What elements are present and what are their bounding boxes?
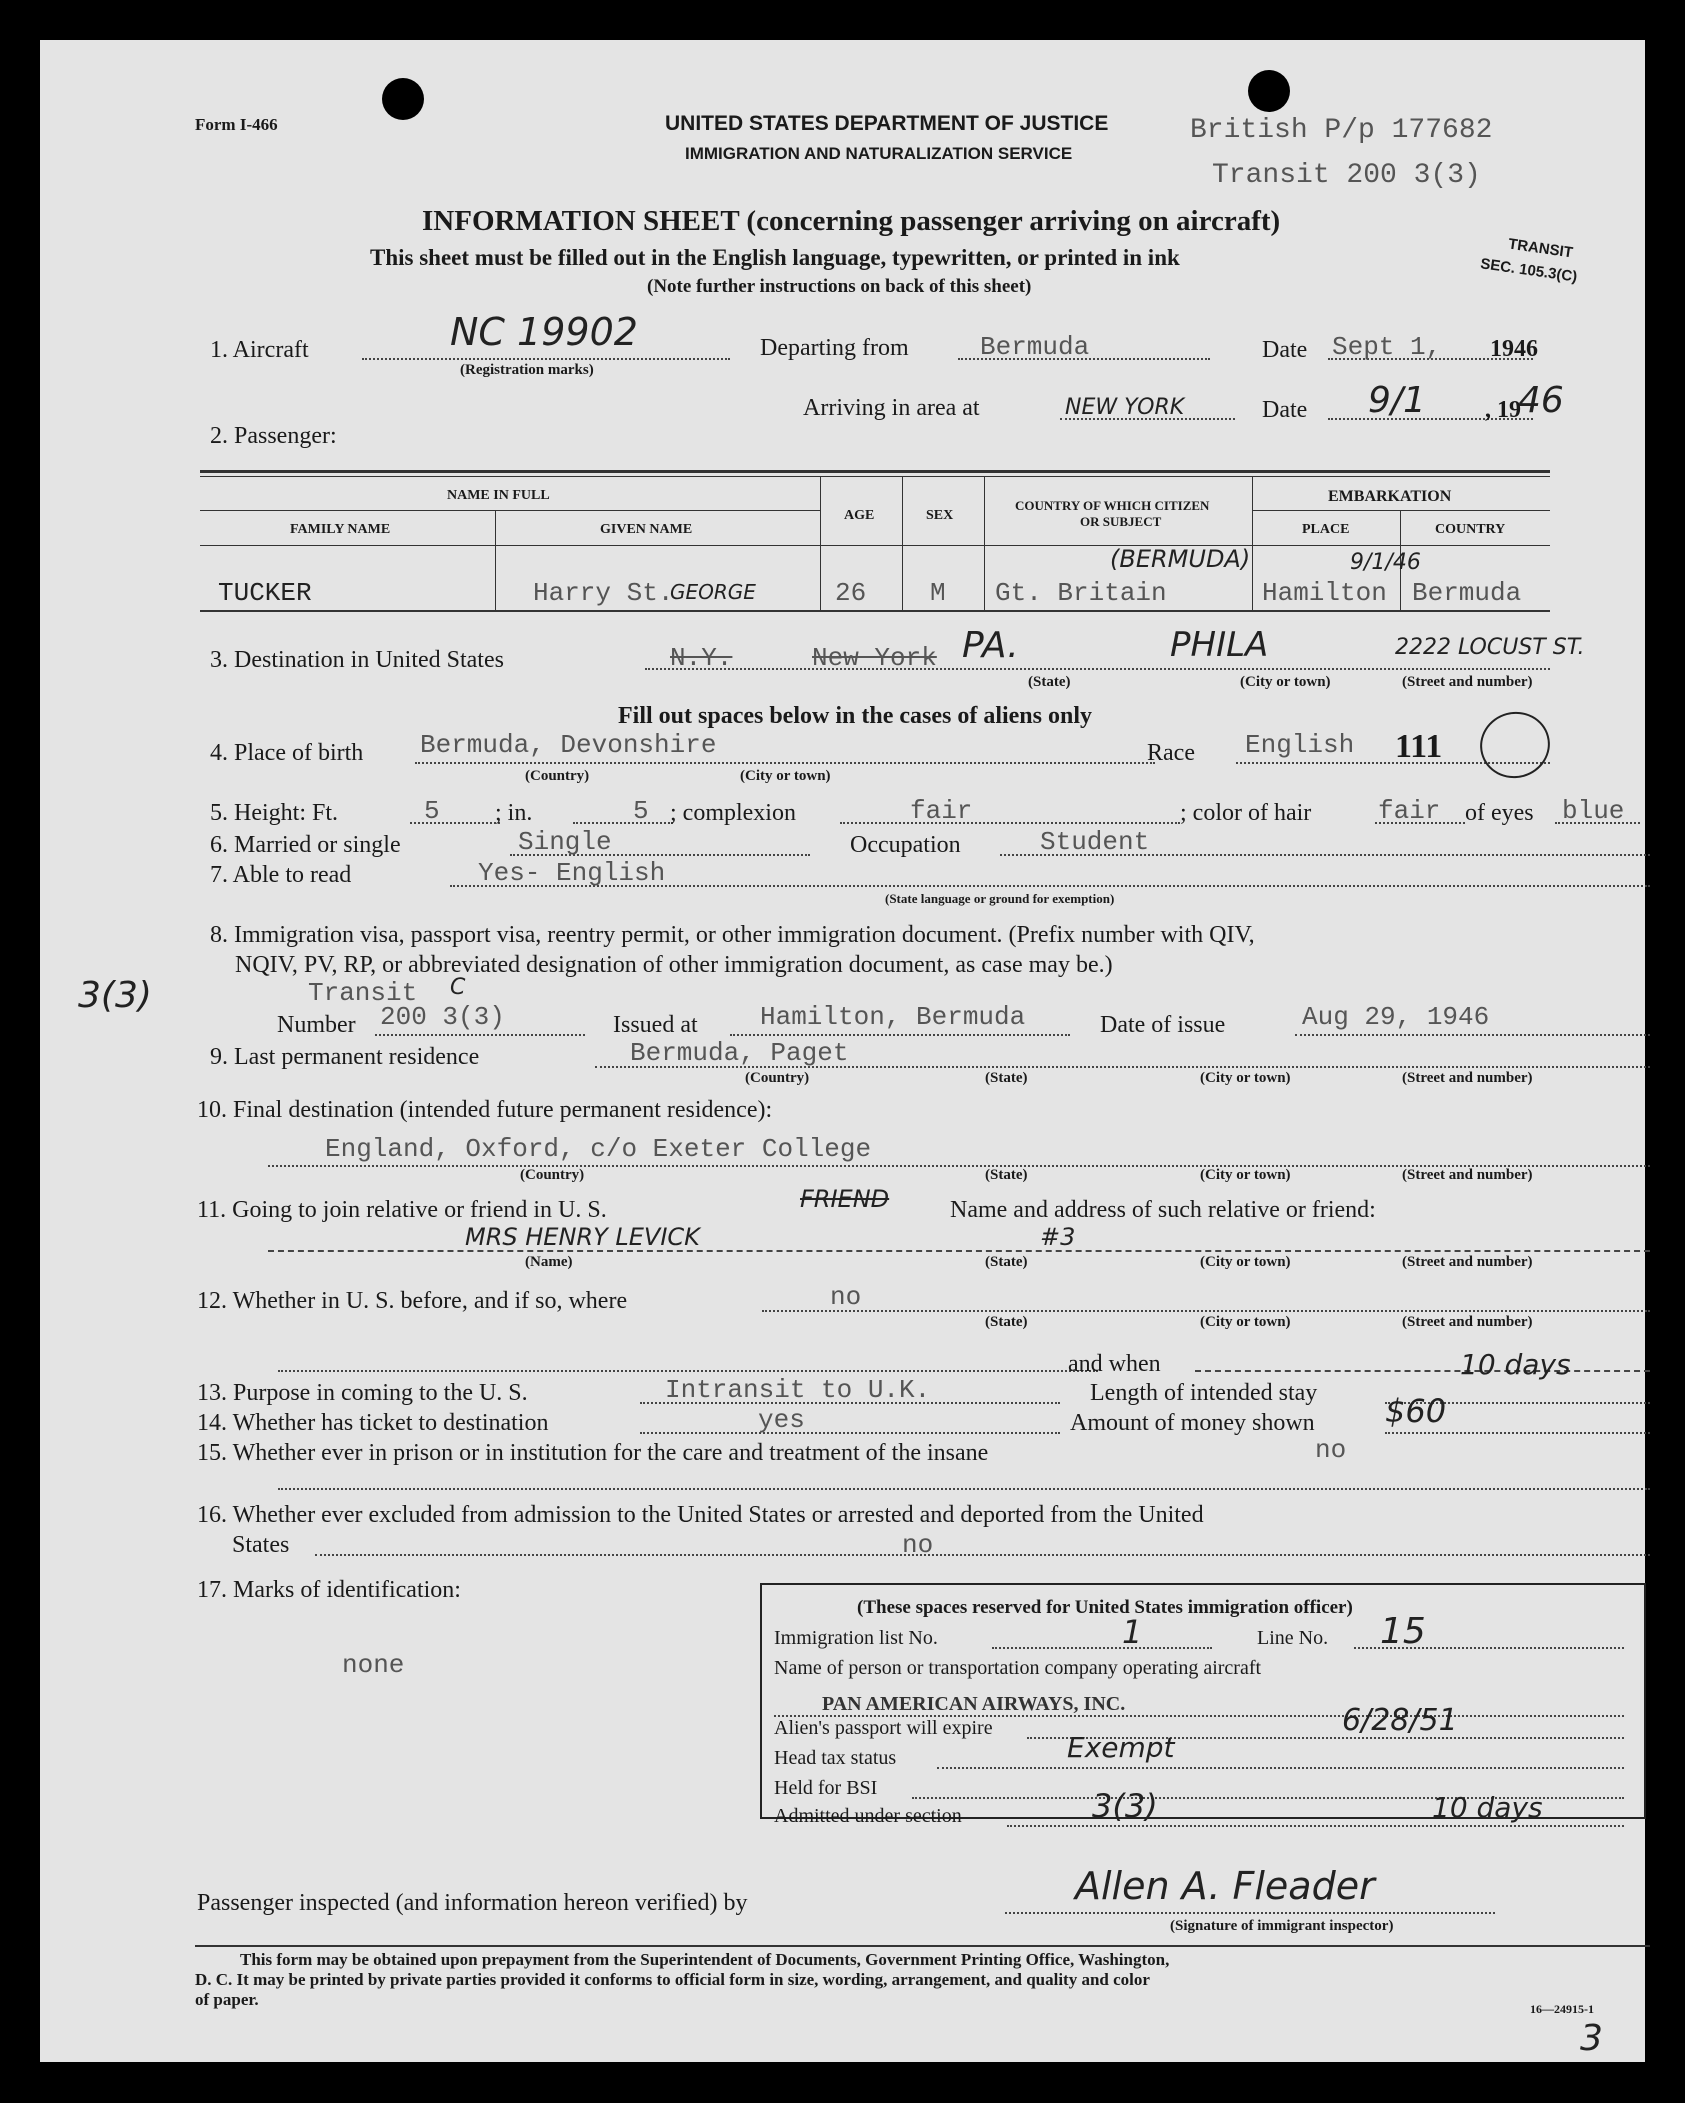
footer-code: 16—24915-1 bbox=[1530, 2002, 1594, 2016]
form-subtitle: This sheet must be filled out in the English language, typewritten, or printed in ink bbox=[370, 245, 1180, 270]
hair-value[interactable]: fair bbox=[1378, 796, 1441, 826]
family-name-header: FAMILY NAME bbox=[290, 522, 391, 537]
year-prefix: , 19 bbox=[1485, 397, 1521, 423]
sex-header: SEX bbox=[926, 508, 954, 523]
destination-city-typed[interactable]: New York bbox=[812, 643, 937, 673]
passenger-label: 2. Passenger: bbox=[210, 423, 337, 449]
stamp-passport: British P/p 177682 bbox=[1190, 115, 1493, 146]
caption-street-9: (Street and number) bbox=[1402, 1070, 1533, 1086]
place-header: PLACE bbox=[1302, 522, 1350, 537]
service-name: IMMIGRATION AND NATURALIZATION SERVICE bbox=[685, 144, 1073, 163]
money-hand-value[interactable]: $60 bbox=[1385, 1392, 1447, 1430]
place-value[interactable]: Hamilton bbox=[1262, 578, 1387, 608]
date-of-issue-label: Date of issue bbox=[1100, 1012, 1226, 1038]
passport-expire-value[interactable]: 6/28/51 bbox=[1342, 1703, 1458, 1738]
date-dep-label: Date bbox=[1262, 337, 1308, 363]
identification-value[interactable]: none bbox=[342, 1650, 405, 1680]
caption-state-9: (State) bbox=[985, 1070, 1028, 1086]
date-dep-value[interactable]: Sept 1, bbox=[1332, 332, 1442, 362]
race-label: Race bbox=[1147, 740, 1195, 766]
caption-state-language: (State language or ground for exemption) bbox=[885, 891, 1115, 906]
issued-at-label: Issued at bbox=[613, 1012, 698, 1038]
form-number: Form I-466 bbox=[195, 115, 278, 134]
read-label: 7. Able to read bbox=[210, 862, 352, 888]
agency-name: UNITED STATES DEPARTMENT OF JUSTICE bbox=[665, 112, 1109, 135]
place-hand-value[interactable]: 9/1/46 bbox=[1350, 550, 1421, 575]
height-in-label: ; in. bbox=[495, 800, 533, 826]
caption-country-9: (Country) bbox=[745, 1070, 810, 1086]
admitted-section-value[interactable]: 3(3) bbox=[1092, 1787, 1158, 1825]
registration-caption: (Registration marks) bbox=[460, 362, 594, 378]
bsi-label: Held for BSI bbox=[774, 1777, 878, 1799]
excluded-text-2: States bbox=[232, 1532, 290, 1558]
caption-country-4: (Country) bbox=[525, 768, 590, 784]
eyes-label: of eyes bbox=[1465, 800, 1534, 826]
aircraft-value[interactable]: NC 19902 bbox=[450, 310, 638, 354]
visa-transit-hand[interactable]: C bbox=[450, 975, 466, 1000]
complexion-value[interactable]: fair bbox=[910, 796, 973, 826]
marital-label: 6. Married or single bbox=[210, 832, 401, 858]
aliens-heading: Fill out spaces below in the cases of aliens only bbox=[618, 703, 1093, 729]
country-header: COUNTRY bbox=[1435, 522, 1506, 537]
race-value[interactable]: English bbox=[1245, 730, 1355, 760]
margin-stamp-section: SEC. 105.3(C) bbox=[1479, 255, 1579, 286]
name-in-full-header: NAME IN FULL bbox=[447, 488, 550, 503]
ticket-label: 14. Whether has ticket to destination bbox=[197, 1410, 549, 1436]
final-destination-label: 10. Final destination (intended future permanent residence): bbox=[197, 1097, 773, 1123]
excluded-value[interactable]: no bbox=[902, 1530, 934, 1560]
final-destination-value[interactable]: England, Oxford, c/o Exeter College bbox=[325, 1134, 872, 1164]
caption-name-11: (Name) bbox=[525, 1254, 573, 1270]
punch-hole-left bbox=[382, 78, 424, 120]
stay-label: Length of intended stay bbox=[1090, 1380, 1318, 1406]
stay-hand-value[interactable]: 10 days bbox=[1460, 1348, 1571, 1381]
inspector-signature[interactable]: Allen A. Fleader bbox=[1075, 1864, 1375, 1908]
relative-state-hand[interactable]: #3 bbox=[1040, 1223, 1076, 1251]
page-mark: 3 bbox=[1580, 2018, 1603, 2059]
read-value[interactable]: Yes- English bbox=[478, 858, 666, 888]
height-label: 5. Height: Ft. bbox=[210, 800, 339, 826]
birthplace-label: 4. Place of birth bbox=[210, 740, 364, 766]
year-dep-value[interactable]: 1946 bbox=[1490, 336, 1538, 362]
arriving-value[interactable]: NEW YORK bbox=[1065, 395, 1185, 420]
form-title: INFORMATION SHEET (concerning passenger arriving on aircraft) bbox=[422, 205, 1281, 237]
destination-label: 3. Destination in United States bbox=[210, 647, 504, 673]
given-name-value[interactable]: Harry St. bbox=[533, 578, 674, 608]
hair-label: ; color of hair bbox=[1180, 800, 1312, 826]
caption-city-11: (City or town) bbox=[1200, 1254, 1291, 1270]
caption-state-3: (State) bbox=[1028, 674, 1071, 690]
caption-city-3: (City or town) bbox=[1240, 674, 1331, 690]
us-before-label: 12. Whether in U. S. before, and if so, where bbox=[197, 1288, 628, 1314]
date-of-issue-value[interactable]: Aug 29, 1946 bbox=[1302, 1002, 1490, 1032]
citizen-header-2: OR SUBJECT bbox=[1080, 514, 1162, 529]
passport-expire-label: Alien's passport will expire bbox=[774, 1717, 993, 1739]
relative-name-hand[interactable]: MRS HENRY LEVICK bbox=[465, 1223, 700, 1251]
officer-box-heading: (These spaces reserved for United States immigration officer) bbox=[857, 1597, 1353, 1618]
list-no-label: Immigration list No. bbox=[774, 1627, 938, 1649]
line-no-label: Line No. bbox=[1257, 1627, 1329, 1649]
stamp-transit: Transit 200 3(3) bbox=[1212, 160, 1481, 191]
caption-street-3: (Street and number) bbox=[1402, 674, 1533, 690]
line-no-value[interactable]: 15 bbox=[1380, 1611, 1426, 1652]
money-label: Amount of money shown bbox=[1070, 1410, 1315, 1436]
departing-value[interactable]: Bermuda bbox=[980, 332, 1090, 362]
footer-text-1: This form may be obtained upon prepayment from the Superintendent of Documents, Government Printing Office, Washington, bbox=[240, 1950, 1170, 1969]
race-hand-circle bbox=[1473, 704, 1558, 786]
age-value[interactable]: 26 bbox=[835, 578, 867, 608]
aircraft-label: 1. Aircraft bbox=[210, 337, 309, 363]
margin-stamp-transit: TRANSIT bbox=[1507, 235, 1574, 262]
destination-street-hand[interactable]: 2222 LOCUST ST. bbox=[1395, 635, 1585, 660]
company-label: Name of person or transportation company operating aircraft bbox=[774, 1657, 1262, 1679]
signature-caption: (Signature of immigrant inspector) bbox=[1170, 1918, 1394, 1934]
date-arr-label: Date bbox=[1262, 397, 1308, 423]
caption-city-4: (City or town) bbox=[740, 768, 831, 784]
date-arr-value[interactable]: 9/1 bbox=[1368, 380, 1426, 421]
purpose-label: 13. Purpose in coming to the U. S. bbox=[197, 1380, 528, 1406]
caption-state-10: (State) bbox=[985, 1167, 1028, 1183]
head-tax-value[interactable]: Exempt bbox=[1067, 1731, 1175, 1764]
height-ft-value[interactable]: 5 bbox=[424, 796, 440, 826]
purpose-value[interactable]: Intransit to U.K. bbox=[665, 1375, 931, 1405]
and-when-label: and when bbox=[1068, 1351, 1161, 1377]
caption-state-12: (State) bbox=[985, 1314, 1028, 1330]
punch-hole-right bbox=[1248, 70, 1290, 112]
given-name-hand[interactable]: GEORGE bbox=[670, 580, 756, 604]
form-sheet bbox=[40, 40, 1645, 2062]
visa-margin-note: 3(3) bbox=[78, 975, 152, 1016]
visa-text-1: 8. Immigration visa, passport visa, reentry permit, or other immigration document. (Prefix number with QIV, bbox=[210, 922, 1255, 948]
occupation-value[interactable]: Student bbox=[1040, 827, 1150, 857]
departing-label: Departing from bbox=[760, 335, 909, 361]
visa-text-2: NQIV, PV, RP, or abbreviated designation of other immigration document, as case may be.) bbox=[235, 952, 1113, 978]
company-value[interactable]: PAN AMERICAN AIRWAYS, INC. bbox=[822, 1693, 1126, 1715]
caption-state-11: (State) bbox=[985, 1254, 1028, 1270]
country-value[interactable]: Bermuda bbox=[1412, 578, 1522, 608]
complexion-label: ; complexion bbox=[670, 800, 796, 826]
caption-city-10: (City or town) bbox=[1200, 1167, 1291, 1183]
citizen-hand-value[interactable]: (BERMUDA) bbox=[1110, 545, 1251, 573]
admitted-section-label: Admitted under section bbox=[774, 1805, 962, 1827]
footer-text-2: D. C. It may be printed by private parties provided it conforms to official form in size, wording, arrangement, and quality and color bbox=[195, 1970, 1150, 1989]
visa-number-label: Number bbox=[277, 1012, 356, 1038]
head-tax-label: Head tax status bbox=[774, 1747, 897, 1769]
caption-street-12: (Street and number) bbox=[1402, 1314, 1533, 1330]
birthplace-value[interactable]: Bermuda, Devonshire bbox=[420, 730, 717, 760]
join-relative-label: 11. Going to join relative or friend in U. S. bbox=[197, 1197, 607, 1223]
form-note: (Note further instructions on back of this sheet) bbox=[647, 276, 1032, 297]
given-name-header: GIVEN NAME bbox=[600, 522, 693, 537]
destination-state-hand[interactable]: PA. bbox=[962, 625, 1019, 666]
footer-text-3: of paper. bbox=[195, 1990, 259, 2009]
ticket-value[interactable]: yes bbox=[758, 1405, 805, 1435]
caption-country-10: (Country) bbox=[520, 1167, 585, 1183]
occupation-label: Occupation bbox=[850, 832, 961, 858]
last-residence-value[interactable]: Bermuda, Paget bbox=[630, 1038, 849, 1068]
caption-street-10: (Street and number) bbox=[1402, 1167, 1533, 1183]
arriving-label: Arriving in area at bbox=[803, 395, 980, 421]
caption-city-9: (City or town) bbox=[1200, 1070, 1291, 1086]
age-header: AGE bbox=[844, 508, 875, 523]
embarkation-header: EMBARKATION bbox=[1328, 488, 1452, 505]
admitted-days-value[interactable]: 10 days bbox=[1432, 1791, 1543, 1824]
visa-number-value[interactable]: 200 3(3) bbox=[380, 1002, 505, 1032]
last-residence-label: 9. Last permanent residence bbox=[210, 1044, 480, 1070]
officer-box bbox=[760, 1583, 1646, 1827]
family-name-value[interactable]: TUCKER bbox=[218, 578, 312, 608]
marital-value[interactable]: Single bbox=[518, 827, 612, 857]
race-hand-value[interactable]: 111 bbox=[1395, 728, 1443, 765]
issued-at-value[interactable]: Hamilton, Bermuda bbox=[760, 1002, 1026, 1032]
caption-city-12: (City or town) bbox=[1200, 1314, 1291, 1330]
join-relation-hand[interactable]: FRIEND bbox=[800, 1185, 890, 1213]
citizen-header-1: COUNTRY OF WHICH CITIZEN bbox=[1015, 498, 1210, 513]
relative-name-label: Name and address of such relative or friend: bbox=[950, 1197, 1376, 1223]
destination-city-hand[interactable]: PHILA bbox=[1170, 625, 1269, 665]
sex-value[interactable]: M bbox=[930, 578, 946, 608]
year-arr-value[interactable]: 46 bbox=[1518, 380, 1564, 421]
excluded-text-1: 16. Whether ever excluded from admission to the United States or arrested and deported from the United bbox=[197, 1502, 1204, 1528]
identification-label: 17. Marks of identification: bbox=[197, 1577, 461, 1603]
us-before-value[interactable]: no bbox=[830, 1282, 862, 1312]
prison-label: 15. Whether ever in prison or in institution for the care and treatment of the insane bbox=[197, 1440, 989, 1466]
height-in-value[interactable]: 5 bbox=[633, 796, 649, 826]
list-no-value[interactable]: 1 bbox=[1122, 1613, 1143, 1651]
eyes-value[interactable]: blue bbox=[1562, 796, 1625, 826]
prison-value[interactable]: no bbox=[1315, 1435, 1347, 1465]
inspection-label: Passenger inspected (and information hereon verified) by bbox=[197, 1890, 748, 1916]
caption-street-11: (Street and number) bbox=[1402, 1254, 1533, 1270]
visa-transit-typed[interactable]: Transit bbox=[308, 978, 418, 1008]
citizen-value[interactable]: Gt. Britain bbox=[995, 578, 1167, 608]
destination-state-typed[interactable]: N.Y. bbox=[670, 643, 733, 673]
